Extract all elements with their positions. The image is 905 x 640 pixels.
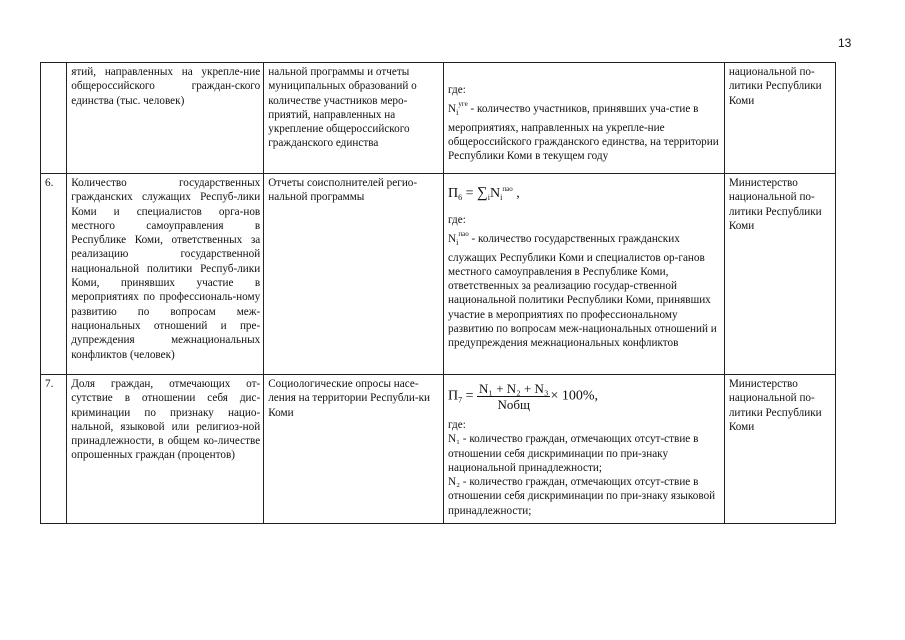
where-label: где:: [448, 419, 466, 431]
row-number: 6.: [41, 174, 67, 375]
variable-description: $N_i^{уге}$ - количество участников, принявших уча-стие в мероприятиях, направленных на укрепле-ние общероссийского гражданского единства, на территории Республики Коми в текущем году: [448, 100, 719, 163]
calculation-method: [444, 174, 725, 375]
where-label: где:: [448, 84, 466, 96]
variable-description: $N_i^{пао}$ - количество государственных гражданских служащих Республики Коми и специалистов ор-ганов местного самоуправления в Республике Коми, ответственных за реализацию государ-ственной национальной политики Республики Коми, принявших участие в мероприятиях по профессиональному развитию по вопросам меж-национальных отношений и предупреждения межнациональных конфликтов: [448, 230, 717, 350]
table-row: [41, 174, 836, 375]
indicator-name: Доля граждан, отмечающих от-сутствие в отношении себя дис-криминации по признаку нацио-нальной, языковой или религиоз-ной принадлежности, в общем ко-личестве опрошенных граждан (процентов): [67, 375, 264, 524]
data-source: Социологические опросы насе-ления на территории Республи-ки Коми: [264, 375, 444, 524]
formula: $П_7$ = $\frac{\text{N₁ + N₂ + N₃}}{\text{Nобщ}}$ × 100%,: [448, 381, 599, 412]
row-number: 7.: [41, 375, 67, 524]
formula: $П_6 = \sum_iN_i^{пао}$ ,: [448, 185, 520, 202]
table-row: [41, 375, 836, 524]
indicators-table: [40, 62, 836, 524]
page-number: 13: [838, 36, 852, 50]
responsible-party: Министерство национальной по-литики Республики Коми: [724, 375, 835, 524]
calculation-method: [444, 63, 725, 174]
indicator-name: Количество государственных гражданских служащих Респуб-лики Коми и специалистов орга-нов местного самоуправления в Республике Коми, ответственных за реализацию государственной национальной политики Респуб-лики Коми, принявших участие в мероприятиях по профессиональ-ному развитию по вопросам меж-национальных отношений и пре-дупреждения межнациональных конфликтов (человек): [67, 174, 264, 375]
responsible-party: национальной по-литики Республики Коми: [724, 63, 835, 174]
indicator-name: ятий, направленных на укрепле-ние общероссийского граждан-ского единства (тыс. человек): [67, 63, 264, 174]
fraction: $\frac{\text{N₁ + N₂ + N₃}}{\text{Nобщ}}$: [479, 381, 549, 412]
variable-description: N₂ - количество граждан, отмечающих отсут-ствие в отношении себя дискриминации по при-знаку языковой принадлежности;: [448, 476, 716, 517]
table-row: [41, 63, 836, 174]
data-source: Отчеты соисполнителей регио-нальной программы: [264, 174, 444, 375]
row-number: [41, 63, 67, 174]
variable-description: N₁ - количество граждан, отмечающих отсут-ствие в отношении себя дискриминации по при-знаку национальной принадлежности;: [448, 433, 699, 474]
responsible-party: Министерство национальной по-литики Республики Коми: [724, 174, 835, 375]
where-label: где:: [448, 214, 466, 226]
calculation-method: [444, 375, 725, 524]
data-source: нальной программы и отчеты муниципальных образований о количестве участников меро-приятий, направленных на укрепление общероссийского гражданского единства: [264, 63, 444, 174]
